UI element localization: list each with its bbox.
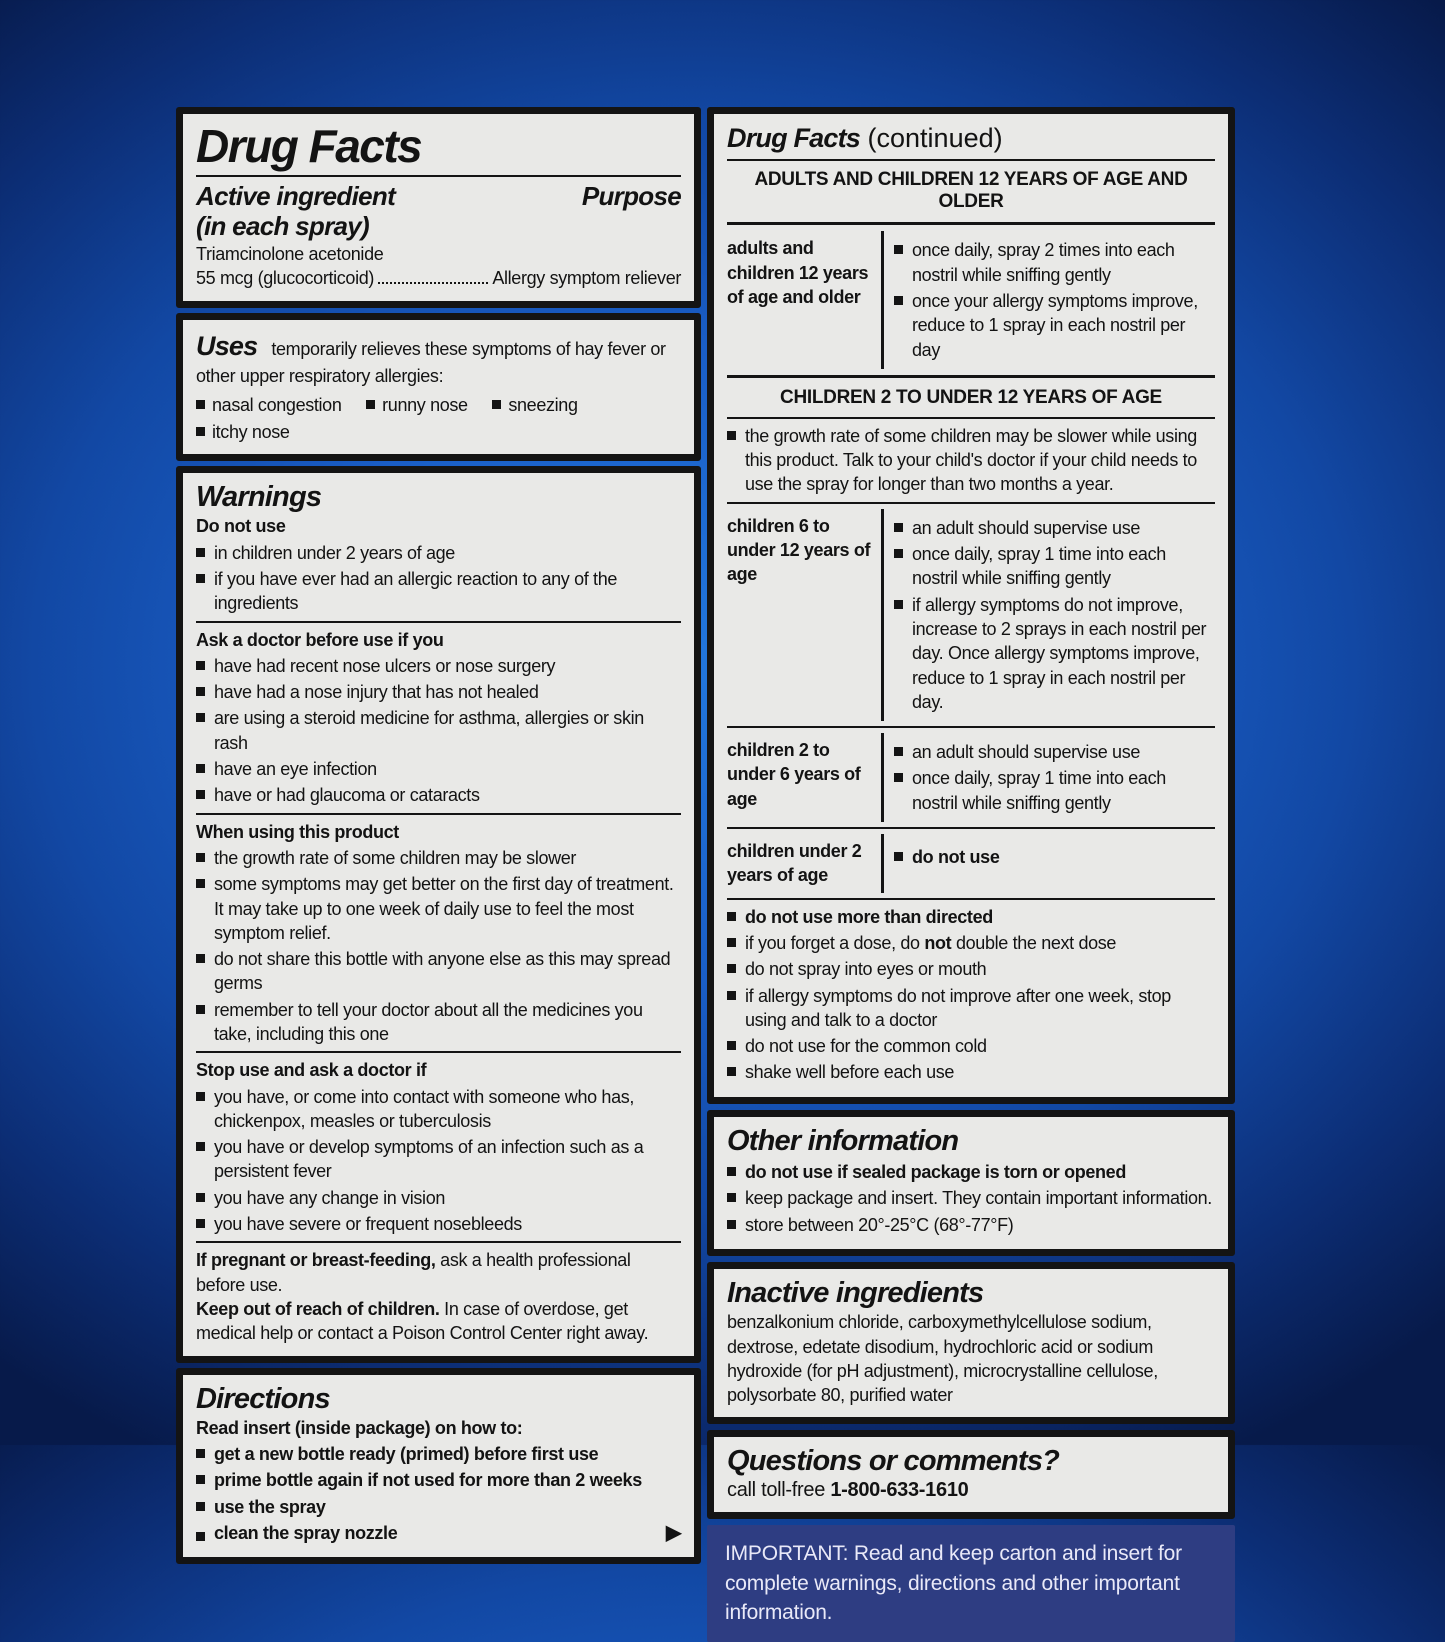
- when-using-heading: When using this product: [196, 821, 399, 842]
- other-information-title: Other information: [727, 1124, 959, 1157]
- list-item: have an eye infection: [196, 757, 681, 781]
- list-item: have had a nose injury that has not healed: [196, 680, 681, 704]
- list-item: keep package and insert. They contain important information.: [727, 1186, 1215, 1210]
- dose-row-children-under-2: [727, 834, 1215, 893]
- dosing-box: [707, 107, 1235, 1104]
- list-item: sneezing: [492, 393, 577, 417]
- list-item: have had recent nose ulcers or nose surgery: [196, 654, 681, 678]
- list-item: if you forget a dose, do not double the next dose: [727, 931, 1215, 955]
- active-ingredient-box: [176, 107, 701, 308]
- list-item: do not use more than directed: [727, 905, 1215, 929]
- left-column: [176, 107, 701, 1545]
- list-item: once your allergy symptoms improve, reduce to 1 spray in each nostril per day: [894, 289, 1215, 362]
- bullet-icon: [196, 1092, 205, 1101]
- bullet-icon: [196, 427, 205, 436]
- divider: [196, 621, 681, 623]
- warnings-title: Warnings: [196, 481, 322, 513]
- dose-row-label: children 2 to under 6 years of age: [727, 740, 861, 809]
- ask-doctor-heading: Ask a doctor before use if you: [196, 629, 444, 650]
- list-item: the growth rate of some children may be slower: [196, 846, 681, 870]
- pregnant-note: If pregnant or breast-feeding, ask a health professional before use.: [196, 1250, 631, 1295]
- purpose-heading: Purpose: [581, 181, 681, 212]
- ingredient-dose: 55 mcg (glucocorticoid): [196, 268, 375, 289]
- list-item: you have, or come into contact with someone who has, chickenpox, measles or tuberculosis: [196, 1085, 681, 1134]
- list-item: runny nose: [366, 393, 468, 417]
- bullet-icon: [196, 853, 205, 862]
- dose-row-children-6-12: [727, 509, 1215, 721]
- divider: [727, 417, 1215, 419]
- bullet-icon: [196, 954, 205, 963]
- list-item: remember to tell your doctor about all the medicines you take, including this one: [196, 998, 681, 1047]
- bullet-icon: [727, 912, 736, 921]
- list-item: you have or develop symptoms of an infection such as a persistent fever: [196, 1135, 681, 1184]
- divider: [196, 1241, 681, 1243]
- inactive-ingredients-title: Inactive ingredients: [727, 1276, 984, 1309]
- bullet-icon: [196, 661, 205, 670]
- bullet-icon: [196, 713, 205, 722]
- list-item: once daily, spray 1 time into each nostril while sniffing gently: [894, 542, 1215, 591]
- dose-row-adults: [727, 231, 1215, 368]
- divider: [196, 175, 681, 177]
- list-item: prime bottle again if not used for more than 2 weeks: [196, 1468, 681, 1492]
- divider: [727, 159, 1215, 161]
- phone-number: 1-800-633-1610: [830, 1478, 969, 1501]
- bullet-icon: [894, 747, 903, 756]
- bullet-icon: [894, 523, 903, 532]
- list-item: get a new bottle ready (primed) before first use: [196, 1442, 681, 1466]
- bullet-icon: [727, 1193, 736, 1202]
- active-ingredient-heading: Active ingredient: [196, 181, 396, 212]
- uses-title: Uses: [196, 330, 258, 361]
- divider: [196, 1051, 681, 1053]
- bullet-icon: [894, 600, 903, 609]
- purpose-value: Allergy symptom reliever: [492, 268, 681, 289]
- bullet-icon: [196, 1475, 205, 1484]
- list-item: do not use for the common cold: [727, 1034, 1215, 1058]
- label-panels: [176, 107, 1235, 1625]
- list-item: once daily, spray 2 times into each nostril while sniffing gently: [894, 238, 1215, 287]
- bullet-icon: [894, 852, 903, 861]
- dot-leader: [378, 282, 488, 284]
- important-notice-box: [707, 1525, 1235, 1642]
- bullet-icon: [894, 296, 903, 305]
- continue-arrow-icon: ▶: [665, 1522, 681, 1545]
- list-item: an adult should supervise use: [894, 516, 1215, 540]
- bullet-icon: [894, 245, 903, 254]
- drug-facts-continued-title: Drug Facts (continued): [727, 123, 1003, 153]
- bullet-icon: [727, 1167, 736, 1176]
- bullet-icon: [196, 1193, 205, 1202]
- dose-row-label: adults and children 12 years of age and older: [727, 238, 869, 307]
- divider: [196, 813, 681, 815]
- bullet-icon: [196, 1142, 205, 1151]
- bullet-icon: [366, 400, 375, 409]
- bullet-icon: [196, 1502, 205, 1511]
- list-item: do not use: [894, 845, 1215, 869]
- list-item: in children under 2 years of age: [196, 541, 681, 565]
- list-item: you have severe or frequent nosebleeds: [196, 1212, 681, 1236]
- list-item: itchy nose: [196, 420, 290, 444]
- list-item: do not share this bottle with anyone else as this may spread germs: [196, 947, 681, 996]
- keep-out-note: Keep out of reach of children. In case of overdose, get medical help or contact a Poison Control Center right away.: [196, 1298, 649, 1344]
- inactive-ingredients-text: benzalkonium chloride, carboxymethylcellulose sodium, dextrose, edetate disodium, hydrochloric acid or sodium hydroxide (for pH adjustment), microcrystalline cellulose, polysorbate 80, purified water: [727, 1312, 1158, 1406]
- list-item: if allergy symptoms do not improve after one week, stop using and talk to a doctor: [727, 984, 1215, 1033]
- list-item: clean the spray nozzle ▶: [196, 1521, 681, 1545]
- stop-use-heading: Stop use and ask a doctor if: [196, 1060, 427, 1081]
- right-column: [707, 107, 1235, 1625]
- warnings-box: [176, 466, 701, 1363]
- bullet-icon: [196, 1005, 205, 1014]
- divider: [727, 502, 1215, 504]
- list-item: some symptoms may get better on the first day of treatment. It may take up to one week of daily use to feel the most symptom relief.: [196, 872, 681, 945]
- list-item: store between 20°-25°C (68°-77°F): [727, 1213, 1215, 1237]
- divider: [727, 375, 1215, 378]
- list-item: once daily, spray 1 time into each nostril while sniffing gently: [894, 766, 1215, 815]
- list-item: if you have ever had an allergic reaction to any of the ingredients: [196, 567, 681, 616]
- inactive-ingredients-box: [707, 1262, 1235, 1425]
- list-item: use the spray: [196, 1495, 681, 1519]
- divider: [727, 726, 1215, 728]
- list-item: if allergy symptoms do not improve, increase to 2 sprays in each nostril per day. Once allergy symptoms improve, reduce to 1 spray in each nostril per day.: [894, 593, 1215, 714]
- bullet-icon: [196, 1219, 205, 1228]
- children-header: CHILDREN 2 TO UNDER 12 YEARS OF AGE: [780, 386, 1162, 408]
- bullet-icon: [727, 938, 736, 947]
- bullet-icon: [196, 687, 205, 696]
- other-information-box: [707, 1110, 1235, 1256]
- list-item: do not use if sealed package is torn or opened: [727, 1160, 1215, 1184]
- bullet-icon: [727, 1220, 736, 1229]
- important-notice-text: IMPORTANT: Read and keep carton and insert for complete warnings, directions and other important information.: [725, 1541, 1182, 1625]
- bullet-icon: [492, 400, 501, 409]
- list-item: have or had glaucoma or cataracts: [196, 783, 681, 807]
- adults-header: ADULTS AND CHILDREN 12 YEARS OF AGE AND OLDER: [754, 169, 1188, 213]
- bullet-icon: [196, 1532, 205, 1541]
- bullet-icon: [727, 964, 736, 973]
- list-item: an adult should supervise use: [894, 740, 1215, 764]
- directions-title: Directions: [196, 1382, 330, 1415]
- list-item: shake well before each use: [727, 1060, 1215, 1084]
- questions-phone-line: call toll-free 1-800-633-1610: [727, 1478, 969, 1501]
- bullet-icon: [196, 400, 205, 409]
- bullet-icon: [727, 431, 736, 440]
- questions-box: [707, 1430, 1235, 1518]
- dose-row-label: children 6 to under 12 years of age: [727, 515, 871, 585]
- ingredient-name: Triamcinolone acetonide: [196, 244, 384, 265]
- drug-facts-title: Drug Facts: [196, 120, 422, 172]
- do-not-use-heading: Do not use: [196, 516, 286, 537]
- uses-text: temporarily relieves these symptoms of hay fever or other upper respiratory allergies:: [196, 338, 666, 387]
- dose-row-children-2-6: [727, 733, 1215, 822]
- bullet-icon: [727, 1067, 736, 1076]
- list-item: you have any change in vision: [196, 1186, 681, 1210]
- questions-title: Questions or comments?: [727, 1445, 1060, 1478]
- divider: [727, 827, 1215, 829]
- bullet-icon: [196, 548, 205, 557]
- list-item: do not spray into eyes or mouth: [727, 957, 1215, 981]
- divider: [727, 222, 1215, 225]
- bullet-icon: [727, 991, 736, 1000]
- uses-box: [176, 313, 701, 461]
- dose-row-label: children under 2 years of age: [727, 841, 862, 886]
- active-ingredient-heading-2: (in each spray): [196, 211, 370, 242]
- list-item: are using a steroid medicine for asthma, allergies or skin rash: [196, 706, 681, 755]
- bullet-icon: [727, 1041, 736, 1050]
- directions-heading: Read insert (inside package) on how to:: [196, 1417, 523, 1438]
- list-item: nasal congestion: [196, 393, 342, 417]
- bullet-icon: [196, 790, 205, 799]
- directions-box: [176, 1368, 701, 1565]
- divider: [727, 898, 1215, 900]
- bullet-icon: [196, 764, 205, 773]
- children-note: the growth rate of some children may be slower while using this product. Talk to your child's doctor if your child needs to use the spray for longer than two months a year.: [727, 424, 1215, 497]
- bullet-icon: [894, 773, 903, 782]
- bullet-icon: [894, 549, 903, 558]
- bullet-icon: [196, 574, 205, 583]
- bullet-icon: [196, 879, 205, 888]
- bullet-icon: [196, 1449, 205, 1458]
